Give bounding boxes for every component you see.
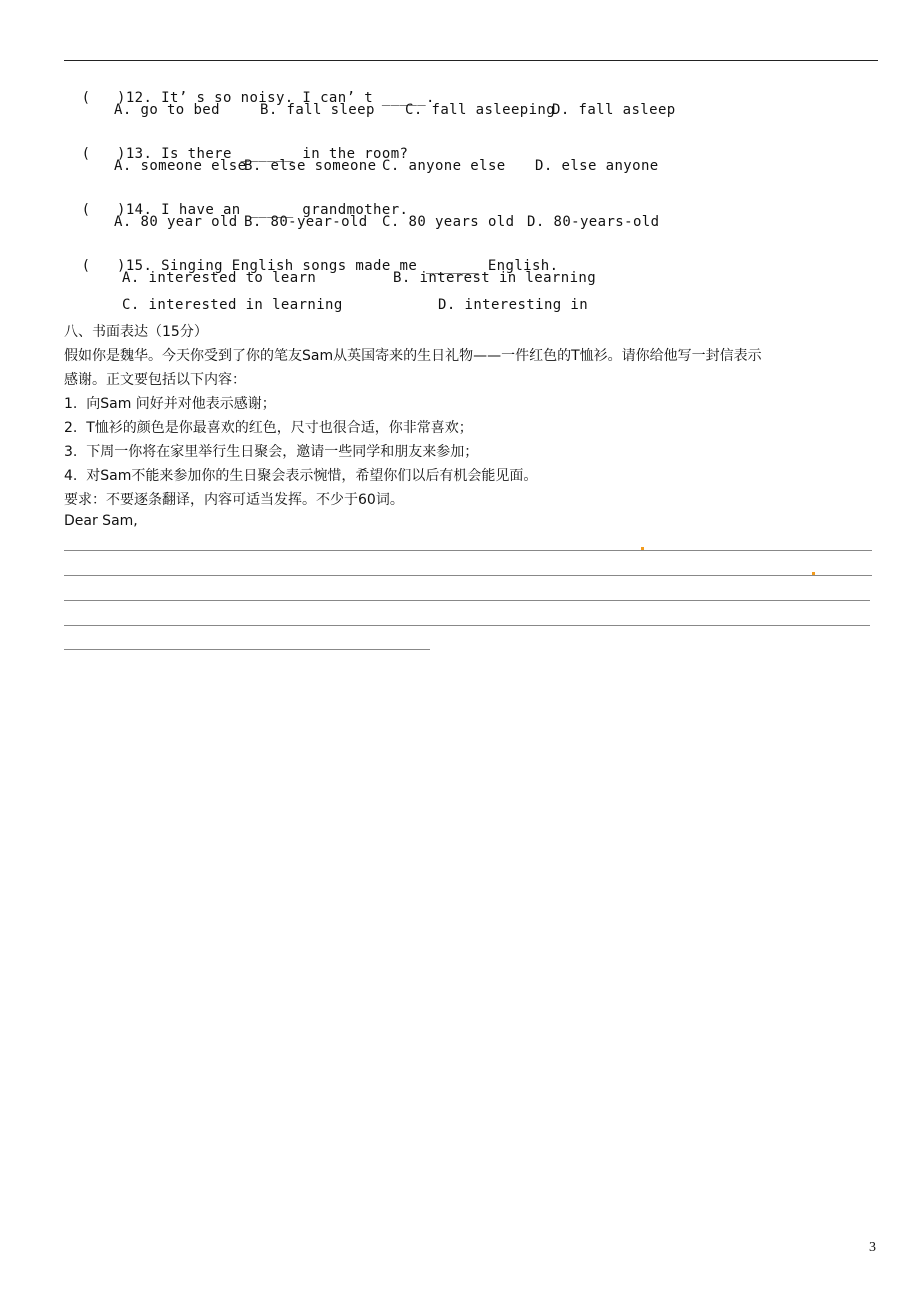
question-number: 14. — [125, 202, 153, 218]
writing-line — [64, 575, 872, 576]
option-14c: C. 80 years old — [382, 214, 515, 230]
option-14b: B. 80-year-old — [244, 214, 368, 230]
content-point-1: 1. 向Sam 问好并对他表示感谢； — [64, 396, 276, 412]
question-number: 13. — [125, 146, 153, 162]
answer-paren: ( ) — [81, 90, 126, 106]
option-12a: A. go to bed — [114, 102, 220, 118]
prompt-line-2: 感谢。正文要包括以下内容： — [64, 372, 246, 388]
question-stem: I have an _____ grandmother. — [161, 202, 409, 218]
option-15d: D. interesting in — [438, 297, 589, 313]
answer-paren: ( ) — [81, 146, 126, 162]
answer-paren: ( ) — [81, 258, 126, 274]
answer-paren: ( ) — [81, 202, 126, 218]
option-13d: D. else anyone — [535, 158, 659, 174]
prompt-line-1: 假如你是魏华。今天你受到了你的笔友Sam从英国寄来的生日礼物——一件红色的T恤衫。请你给他写一封信表示 — [64, 348, 762, 364]
requirement-text: 要求：不要逐条翻译，内容可适当发挥。不少于60词。 — [64, 492, 404, 508]
writing-line — [64, 625, 870, 626]
option-13c: C. anyone else — [382, 158, 506, 174]
content-point-3: 3. 下周一你将在家里举行生日聚会，邀请一些同学和朋友来参加； — [64, 444, 479, 460]
writing-line — [64, 649, 430, 650]
option-13b: B. else someone — [244, 158, 377, 174]
option-15c: C. interested in learning — [122, 297, 343, 313]
option-13a: A. someone else — [114, 158, 247, 174]
writing-line — [64, 600, 870, 601]
question-stem: Singing English songs made me ______ English. — [161, 258, 559, 274]
option-15b: B. interest in learning — [393, 270, 597, 286]
page-number: 3 — [869, 1240, 876, 1255]
content-point-2: 2. T恤衫的颜色是你最喜欢的红色，尺寸也很合适，你非常喜欢； — [64, 420, 473, 436]
option-12c: C. fall asleeping — [405, 102, 556, 118]
mark-dot — [812, 572, 815, 575]
section-heading: 八、书面表达（15分） — [64, 324, 208, 340]
question-number: 15. — [125, 258, 153, 274]
salutation: Dear Sam, — [64, 513, 138, 529]
top-rule — [64, 60, 878, 61]
option-15a: A. interested to learn — [122, 270, 317, 286]
option-12d: D. fall asleep — [552, 102, 676, 118]
option-12b: B. fall sleep — [260, 102, 375, 118]
question-number: 12. — [125, 90, 153, 106]
mark-dot — [641, 547, 644, 550]
writing-line — [64, 550, 872, 551]
option-14d: D. 80-years-old — [527, 214, 660, 230]
option-14a: A. 80 year old — [114, 214, 238, 230]
question-stem: Is there ______ in the room? — [161, 146, 409, 162]
content-point-4: 4. 对Sam不能来参加你的生日聚会表示惋惜，希望你们以后有机会能见面。 — [64, 468, 538, 484]
question-stem: It’ s so noisy. I can’ t _____. — [161, 90, 435, 106]
